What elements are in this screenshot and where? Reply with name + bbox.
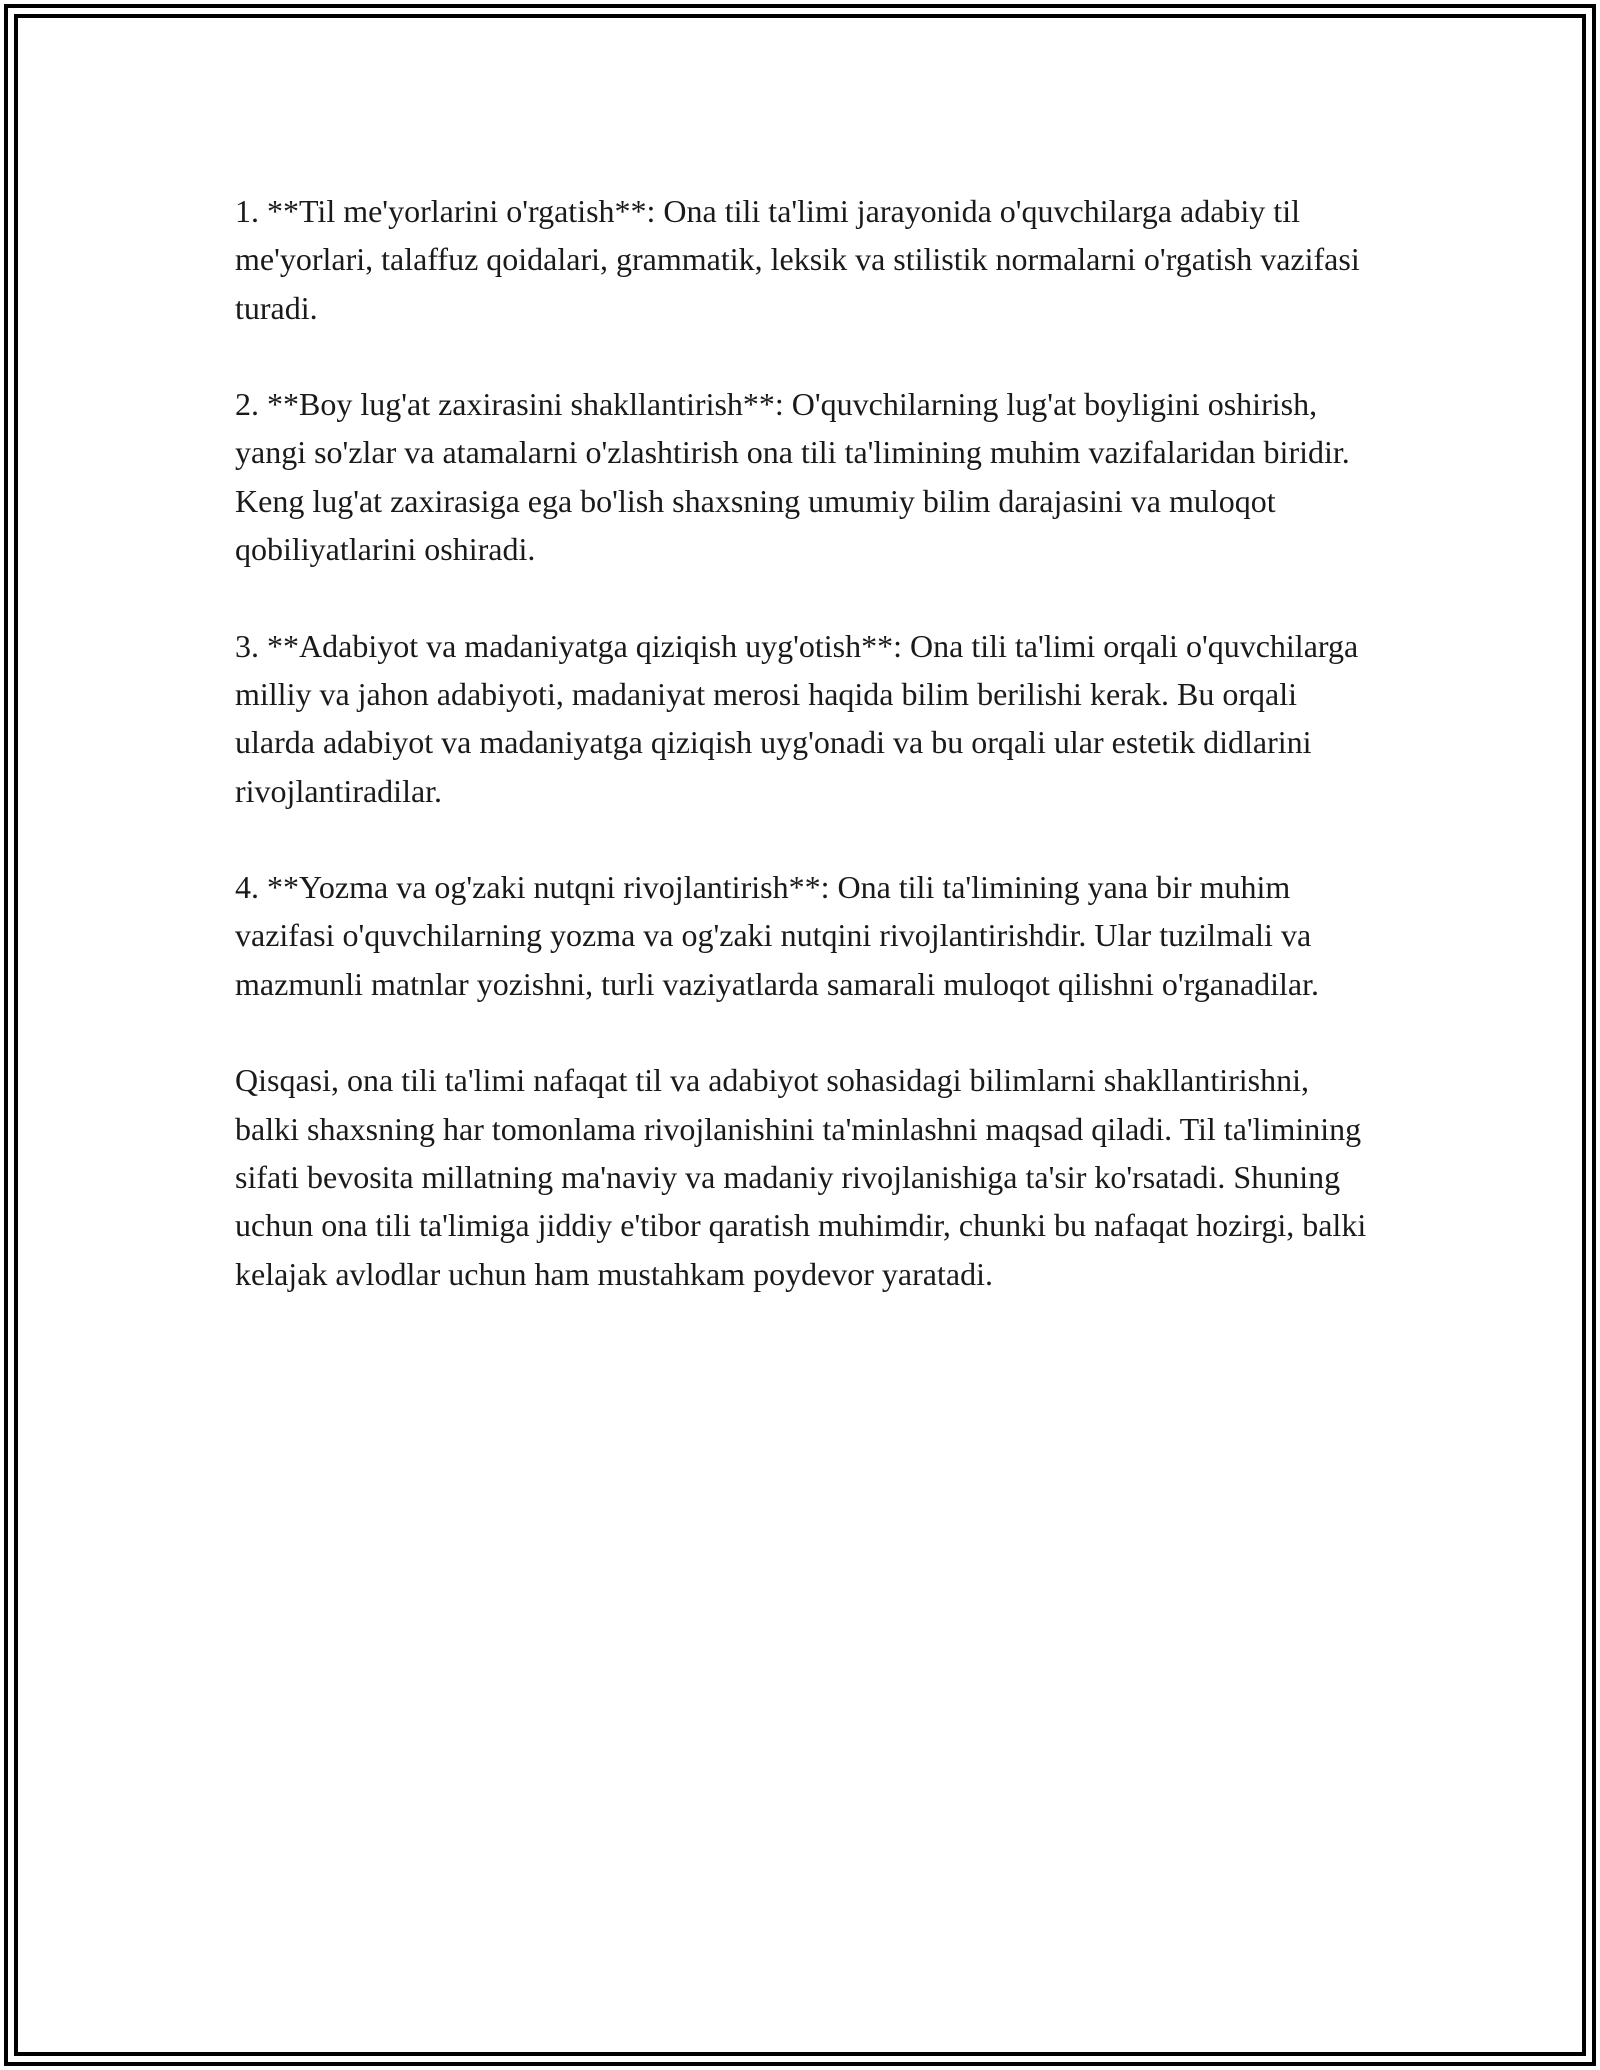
paragraph-summary: Qisqasi, ona tili ta'limi nafaqat til va adabiyot sohasidagi bilimlarni shakllantirishni, balki shaxsning har tomonlama rivojlanishini ta'minlashni maqsad qiladi. Til ta'limining sifati bevosita millatning ma'naviy va madaniy rivojlanishiga ta'sir ko'rsatadi. Shuning uchun ona tili ta'limiga jiddiy e'tibor qaratish muhimdir, chunki bu nafaqat hozirgi, balki kelajak avlodlar uchun ham mustahkam poydevor yaratadi. [235, 1062, 1367, 1292]
paragraph-4: 4. **Yozma va og'zaki nutqni rivojlantirish**: Ona tili ta'limining yana bir muhim vazifasi o'quvchilarning yozma va og'zaki nutqini rivojlantirishdir. Ular tuzilmali va mazmunli matnlar yozishni, turli vaziyatlarda samarali muloqot qilishni o'rganadilar. [235, 869, 1320, 1002]
paragraph-3: 3. **Adabiyot va madaniyatga qiziqish uyg'otish**: Ona tili ta'limi orqali o'quvchilarga milliy va jahon adabiyoti, madaniyat merosi haqida bilim berilishi kerak. Bu orqali ularda adabiyot va madaniyatga qiziqish uyg'onadi va bu orqali ular estetik didlarini rivojlantiradilar. [235, 627, 1359, 809]
paragraph-2: 2. **Boy lug'at zaxirasini shakllantirish**: O'quvchilarning lug'at boyligini oshirish, yangi so'zlar va atamalarni o'zlashtirish ona tili ta'limining muhim vazifalaridan biridir. Keng lug'at zaxirasiga ega bo'lish shaxsning umumiy bilim darajasini va muloqot qobiliyatlarini oshiradi. [235, 386, 1350, 568]
paragraph-1: 1. **Til me'yorlarini o'rgatish**: Ona tili ta'limi jarayonida o'quvchilarga adabiy til me'yorlari, talaffuz qoidalari, grammatik, leksik va stilistik normalarni o'rgatish vazifasi turadi. [235, 193, 1360, 326]
document-body [235, 187, 1370, 1346]
